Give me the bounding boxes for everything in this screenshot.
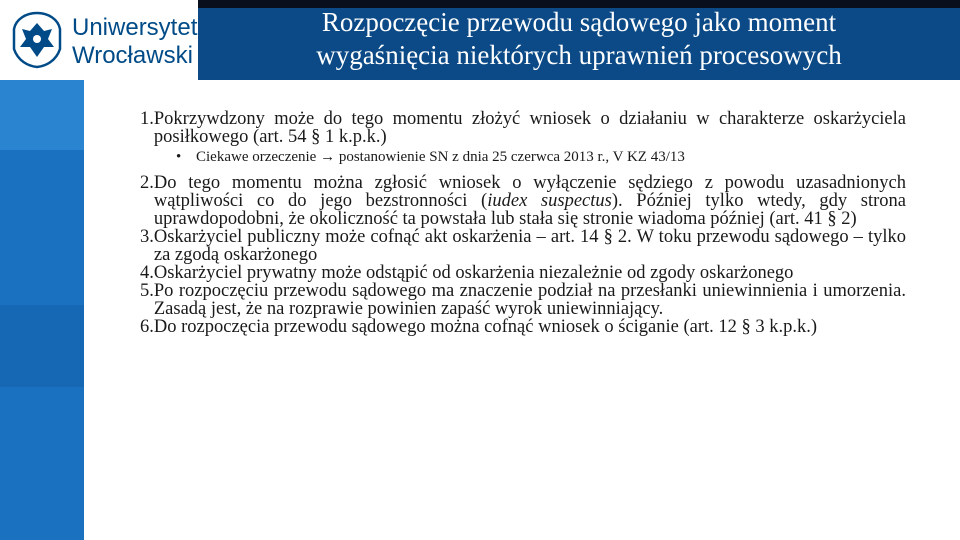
slide-title-line-2: wygaśnięcia niektórych uprawnień procesowych <box>316 40 842 70</box>
list-text: Po rozpoczęciu przewodu sądowego ma znaczenie podział na przesłanki uniewinnienia i umorzenia. Zasadą jest, że na rozprawie powinien zapaść wyrok uniewinniający. <box>153 281 906 319</box>
list-text-italic: iudex suspectus <box>487 191 612 211</box>
list-item-3 <box>140 228 906 264</box>
list-text: Pokrzywdzony może do tego momentu złożyć wniosek o działaniu w charakterze oskarżyciela posiłkowego (art. 54 § 1 k.p.k.) <box>153 109 906 147</box>
slide-content <box>140 110 906 336</box>
list-item-2 <box>140 174 906 228</box>
list-number: 1. <box>140 109 154 129</box>
sidebar-band-middle <box>0 305 84 387</box>
list-text-part-b: ). Później tylko wtedy, gdy strona uprawdopodobni, że okoliczność ta powstała lub stała się stronie wiadoma później (art. 41 § 2) <box>153 191 906 229</box>
list-text: Oskarżyciel publiczny może cofnąć akt oskarżenia – art. 14 § 2. W toku przewodu sądowego – tylko za zgodą oskarżonego <box>153 227 906 265</box>
list-number: 4. <box>140 263 154 283</box>
logo-line-2: Wrocławski <box>72 42 193 69</box>
list-item-6 <box>140 318 906 336</box>
list-text: Do rozpoczęcia przewodu sądowego można cofnąć wniosek o ściganie (art. 12 § 3 k.p.k.) <box>153 317 818 337</box>
list-number: 5. <box>140 281 154 301</box>
left-sidebar-decoration <box>0 80 84 540</box>
list-number: 6. <box>140 317 154 337</box>
list-text-part-a: Do tego momentu można zgłosić wniosek o wyłączenie sędziego z powodu uzasadnionych wątpliwości co do jego bezstronności ( <box>153 173 906 211</box>
bullet-marker: • <box>176 149 182 165</box>
sub-bullet-text: Ciekawe orzeczenie → postanowienie SN z dnia 25 czerwca 2013 r., V KZ 43/13 <box>196 149 685 165</box>
slide-title-line-1: Rozpoczęcie przewodu sądowego jako moment <box>321 7 837 37</box>
list-number: 2. <box>140 173 154 193</box>
list-item-5 <box>140 282 906 318</box>
list-number: 3. <box>140 227 154 247</box>
list-item-4 <box>140 264 906 282</box>
logo-line-1: Uniwersytet <box>72 14 198 41</box>
list-text <box>154 174 906 228</box>
list-text: Oskarżyciel prywatny może odstąpić od oskarżenia niezależnie od zgody oskarżonego <box>153 263 794 283</box>
title-bar <box>198 0 960 80</box>
university-crest-icon <box>8 9 66 69</box>
sub-bullet <box>176 148 906 166</box>
slide-title <box>198 6 960 72</box>
list-item-1 <box>140 110 906 146</box>
university-logo <box>0 0 198 80</box>
sidebar-band-top <box>0 80 84 150</box>
